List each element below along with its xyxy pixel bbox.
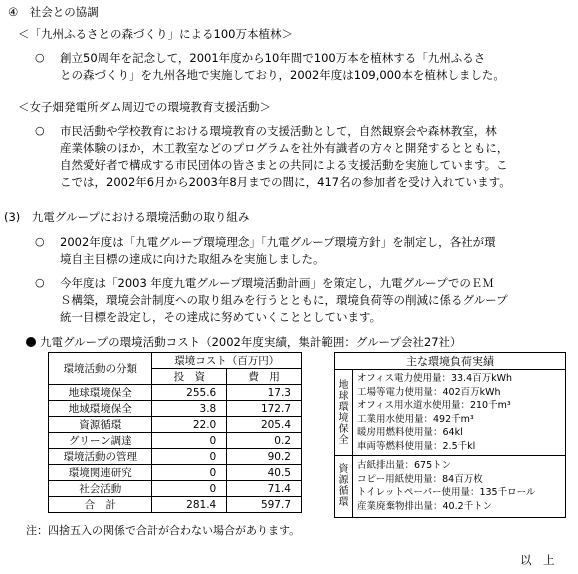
row-invest: 0 bbox=[152, 465, 227, 481]
row-name: 地球環境保全 bbox=[49, 385, 152, 401]
table-row bbox=[49, 481, 302, 497]
text-line: 境自主目標の達成に向けた取組みを実施しました。 bbox=[60, 252, 325, 266]
closing-mark: 以 上 bbox=[520, 553, 555, 567]
table-row bbox=[49, 433, 302, 449]
text-line: 今年度は「2003 年度九電グループ環境活動計画」を策定し，九電グループでのＥＭ bbox=[60, 276, 494, 290]
label-char: 源 bbox=[338, 475, 349, 486]
list-item: 産業廃棄物排出量：40.2千トン bbox=[357, 500, 493, 512]
list-item: コピー用紙使用量：84百万枚 bbox=[357, 473, 483, 485]
row-invest: 0 bbox=[152, 449, 227, 465]
row-expense: 71.4 bbox=[227, 481, 302, 497]
total-row bbox=[49, 497, 302, 513]
text-line: 自然愛好者で構成する市民団体の皆さまとの共同による支援活動を実施しています。こ bbox=[60, 158, 508, 172]
row-invest: 255.6 bbox=[152, 385, 227, 401]
text-line: 産業体験のほか，木工教室などのプログラムを社外有識者の方々と開発するとともに， bbox=[60, 141, 509, 155]
group1-items bbox=[357, 372, 512, 454]
table-row bbox=[49, 449, 302, 465]
cost-title bbox=[26, 334, 462, 351]
label-char: 保 bbox=[338, 423, 349, 435]
section3-heading: (3) 九電グループにおける環境活動の取り組み bbox=[4, 210, 250, 224]
text-line: 創立50周年を記念して，2001年度から10年間で100万本を植林する「九州ふるさ bbox=[60, 51, 486, 65]
section4-heading: ④ 社会との協調 bbox=[8, 5, 99, 19]
text-line: こでは，2002年6月から2003年8月までの間に，417名の参加者を受け入れています。 bbox=[60, 175, 511, 189]
row-expense: 0.2 bbox=[227, 433, 302, 449]
group2-label bbox=[335, 455, 353, 517]
col-category-header: 環境活動の分類 bbox=[49, 353, 152, 385]
list-item: 暖房用燃料使用量：64kl bbox=[357, 427, 463, 439]
text-line: Ｓ構築，環境会計制度への取り組みを行うとともに，環境負荷等の削減に係るグループ bbox=[60, 293, 508, 307]
label-char: 環 bbox=[338, 497, 349, 508]
bullet-icon: ○ bbox=[35, 51, 45, 64]
row-name: 資源循環 bbox=[49, 417, 152, 433]
load-table-title: 主な環境負荷実績 bbox=[335, 353, 565, 370]
row-name: 地域環境保全 bbox=[49, 401, 152, 417]
row-expense: 90.2 bbox=[227, 449, 302, 465]
table-row bbox=[49, 385, 302, 401]
col-invest-header: 投 資 bbox=[152, 369, 227, 385]
row-expense: 40.5 bbox=[227, 465, 302, 481]
group-divider bbox=[335, 455, 565, 456]
label-char: 全 bbox=[338, 434, 349, 446]
section3-para1 bbox=[60, 234, 496, 268]
sub2-body bbox=[60, 123, 511, 191]
text-line: 2002年度は「九電グループ環境理念」「九電グループ環境方針」を制定し，各社が環 bbox=[60, 235, 496, 249]
sub1-body bbox=[60, 50, 505, 84]
text-line: 統一目標を設定し，その達成に努めていくこととしています。 bbox=[60, 310, 382, 324]
table-row bbox=[49, 465, 302, 481]
sub2-title: ＜女子畑発電所ダム周辺での環境教育支援活動＞ bbox=[18, 100, 271, 114]
total-name: 合 計 bbox=[49, 497, 152, 513]
group2-items bbox=[357, 459, 535, 513]
load-table bbox=[334, 352, 566, 518]
bullet-icon: ○ bbox=[35, 124, 45, 137]
row-invest: 22.0 bbox=[152, 417, 227, 433]
cost-title-text: 九電グループの環境活動コスト（2002年度実績，集計範囲：グループ会社27社） bbox=[40, 335, 462, 349]
cost-table bbox=[48, 352, 302, 513]
total-expense: 597.7 bbox=[227, 497, 302, 513]
row-invest: 0 bbox=[152, 481, 227, 497]
label-char: 地 bbox=[338, 379, 349, 391]
section3-para2 bbox=[60, 275, 508, 326]
total-invest: 281.4 bbox=[152, 497, 227, 513]
bullet-icon: ○ bbox=[35, 235, 45, 248]
list-item: トイレットペーパー使用量：135千ロール bbox=[357, 487, 536, 499]
label-char: 資 bbox=[338, 464, 349, 475]
text-line: 市民活動や学校教育における環境教育の支援活動として，自然観察会や森林教室，林 bbox=[60, 124, 497, 138]
table-row bbox=[49, 401, 302, 417]
label-char: 循 bbox=[338, 486, 349, 497]
label-char: 球 bbox=[338, 390, 349, 402]
row-name: 環境関連研究 bbox=[49, 465, 152, 481]
col-cost-header: 環境コスト（百万円） bbox=[152, 353, 302, 369]
list-item: 車両等燃料使用量：2.5千kl bbox=[357, 440, 476, 452]
black-circle-icon bbox=[26, 337, 36, 347]
list-item: 古紙排出量：675トン bbox=[357, 460, 452, 471]
row-name: 社会活動 bbox=[49, 481, 152, 497]
list-item: 工業用水使用量：492千m³ bbox=[357, 413, 474, 425]
row-expense: 205.4 bbox=[227, 417, 302, 433]
row-invest: 3.8 bbox=[152, 401, 227, 417]
sub1-title: ＜「九州ふるさとの森づくり」による100万本植林＞ bbox=[18, 27, 293, 41]
label-char: 境 bbox=[338, 412, 349, 424]
list-item: オフィス用水道水使用量：210千m³ bbox=[357, 400, 511, 412]
list-item: オフィス電力使用量：33.4百万kWh bbox=[357, 373, 513, 384]
bullet-icon: ○ bbox=[35, 276, 45, 289]
list-item: 工場等電力使用量：402百万kWh bbox=[357, 386, 501, 398]
cost-note: 注：四捨五入の関係で合計が合わない場合があります。 bbox=[26, 524, 301, 537]
col-expense-header: 費 用 bbox=[227, 369, 302, 385]
row-invest: 0 bbox=[152, 433, 227, 449]
row-name: 環境活動の管理 bbox=[49, 449, 152, 465]
group1-label bbox=[335, 370, 353, 455]
row-expense: 172.7 bbox=[227, 401, 302, 417]
text-line: との森づくり」を九州各地で実施しており，2002年度は109,000本を植林しました。 bbox=[60, 68, 505, 82]
table-row bbox=[49, 417, 302, 433]
row-name: グリーン調達 bbox=[49, 433, 152, 449]
label-char: 環 bbox=[338, 401, 349, 413]
row-expense: 17.3 bbox=[227, 385, 302, 401]
